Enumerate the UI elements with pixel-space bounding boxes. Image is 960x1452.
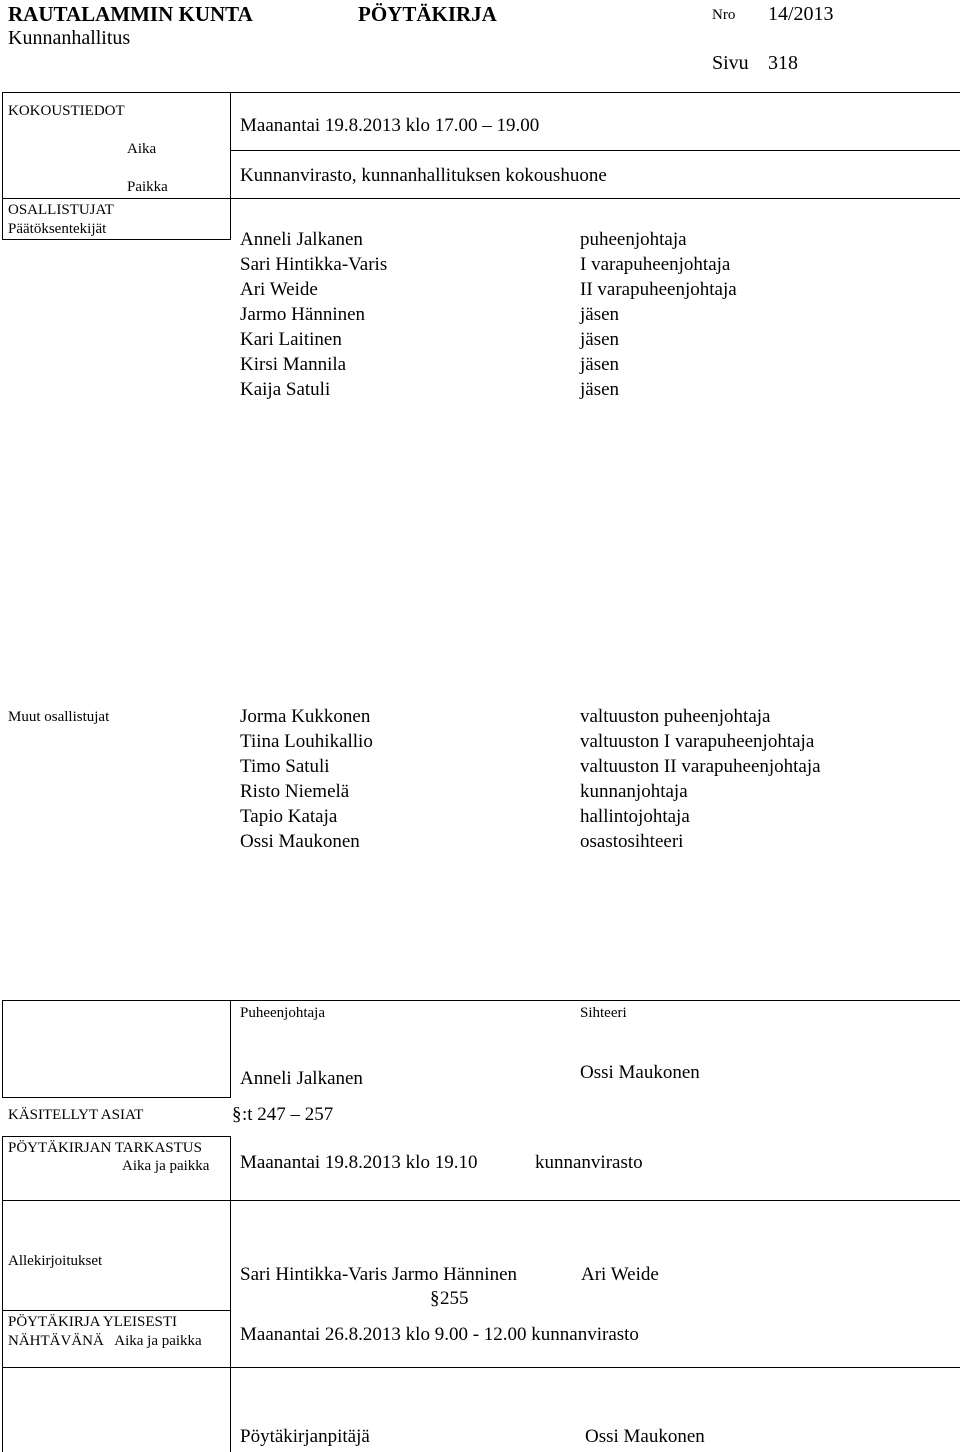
section-sign-icon: §	[430, 1288, 440, 1309]
keeper-label: Pöytäkirjanpitäjä	[240, 1426, 370, 1447]
number-label: Nro	[712, 7, 736, 23]
decider-name: Jarmo Hänninen	[240, 304, 366, 325]
table-top-border	[2, 92, 960, 93]
other-role: valtuuston I varapuheenjohtaja	[580, 731, 815, 752]
signature-section-top	[2, 1000, 960, 1001]
decider-role: puheenjohtaja	[580, 229, 687, 250]
chair-label: Puheenjohtaja	[240, 1005, 325, 1021]
signature-label-bottom	[2, 1097, 230, 1098]
approval-signers: Sari Hintikka-Varis Jarmo Hänninen	[240, 1264, 518, 1285]
meeting-place: Kunnanvirasto, kunnanhallituksen kokoushuone	[240, 165, 607, 186]
review-sublabel: Aika ja paikka	[122, 1158, 210, 1174]
keeper-name: Ossi Maukonen	[585, 1426, 705, 1447]
document-type: PÖYTÄKIRJA	[358, 2, 497, 26]
decider-role: jäsen	[580, 329, 620, 350]
other-participants-label: Muut osallistujat	[8, 709, 110, 725]
governing-body: Kunnanhallitus	[8, 27, 131, 49]
decider-name: Sari Hintikka-Varis	[240, 254, 388, 275]
other-role: hallintojohtaja	[580, 806, 690, 827]
decider-name: Kaija Satuli	[240, 379, 331, 400]
other-name: Tapio Kataja	[240, 806, 338, 827]
decider-name: Kirsi Mannila	[240, 354, 347, 375]
decider-role: jäsen	[580, 354, 620, 375]
signature-column-divider	[230, 1000, 231, 1098]
meeting-section-label: KOKOUSTIEDOT	[8, 103, 125, 119]
review-place: kunnanvirasto	[535, 1152, 643, 1173]
page-label: Sivu	[712, 52, 749, 74]
other-name: Timo Satuli	[240, 756, 330, 777]
decider-role: jäsen	[580, 379, 620, 400]
other-name: Tiina Louhikallio	[240, 731, 373, 752]
bottom-left-border	[2, 1200, 3, 1452]
public-viewing-value: Maanantai 26.8.2013 klo 9.00 - 12.00 kunnanvirasto	[240, 1324, 639, 1345]
approval-label: Allekirjoitukset	[8, 1253, 103, 1269]
signature-left-border	[2, 1000, 3, 1098]
page-value: 318	[768, 52, 798, 74]
decider-role: jäsen	[580, 304, 620, 325]
left-border-top-section	[2, 92, 3, 240]
place-row-divider	[230, 198, 960, 199]
approval-section-ref: 255	[440, 1288, 469, 1309]
column-divider-top-section	[230, 92, 231, 240]
review-row-bottom	[2, 1200, 960, 1201]
other-role: kunnanjohtaja	[580, 781, 688, 802]
decider-name: Ari Weide	[240, 279, 318, 300]
review-time: Maanantai 19.8.2013 klo 19.10	[240, 1152, 478, 1173]
signatures-row-bottom	[2, 1310, 230, 1311]
items-range: :t 247 – 257	[242, 1104, 334, 1125]
participants-label-bottom	[2, 239, 230, 240]
secretary-label: Sihteeri	[580, 1005, 627, 1021]
public-sublabel: NÄHTÄVÄNÄ Aika ja paikka	[8, 1333, 202, 1349]
other-role: valtuuston puheenjohtaja	[580, 706, 771, 727]
items-label: KÄSITELLYT ASIAT	[8, 1107, 144, 1123]
items-row-bottom	[2, 1136, 230, 1137]
deciders-names	[240, 227, 387, 402]
review-column-divider	[230, 1136, 231, 1200]
other-role: valtuuston II varapuheenjohtaja	[580, 756, 821, 777]
deciders-label: Päätöksentekijät	[8, 221, 107, 237]
secretary-name: Ossi Maukonen	[580, 1062, 700, 1083]
chair-name: Anneli Jalkanen	[240, 1068, 363, 1089]
decider-role: II varapuheenjohtaja	[580, 279, 737, 300]
participants-section-label: OSALLISTUJAT	[8, 202, 114, 218]
others-names	[240, 704, 373, 854]
meeting-divider	[2, 198, 230, 199]
time-row-divider	[230, 150, 960, 151]
other-name: Ossi Maukonen	[240, 831, 360, 852]
place-label: Paikka	[127, 179, 168, 195]
approval-signer-last: Ari Weide	[581, 1264, 659, 1285]
review-left-border	[2, 1136, 3, 1200]
other-name: Risto Niemelä	[240, 781, 350, 802]
decider-name: Anneli Jalkanen	[240, 229, 363, 250]
public-row-bottom	[2, 1367, 960, 1368]
others-roles	[580, 704, 821, 854]
number-value: 14/2013	[768, 3, 834, 25]
municipality-name: RAUTALAMMIN KUNTA	[8, 2, 253, 26]
other-name: Jorma Kukkonen	[240, 706, 371, 727]
deciders-roles	[580, 227, 737, 402]
bottom-column-divider	[230, 1200, 231, 1452]
time-label: Aika	[127, 141, 157, 157]
other-role: osastosihteeri	[580, 831, 684, 852]
section-sign-icon: §	[232, 1104, 242, 1125]
decider-role: I varapuheenjohtaja	[580, 254, 731, 275]
public-label: PÖYTÄKIRJA YLEISESTI	[8, 1314, 178, 1330]
review-label: PÖYTÄKIRJAN TARKASTUS	[8, 1140, 202, 1156]
decider-name: Kari Laitinen	[240, 329, 342, 350]
meeting-time: Maanantai 19.8.2013 klo 17.00 – 19.00	[240, 115, 540, 136]
